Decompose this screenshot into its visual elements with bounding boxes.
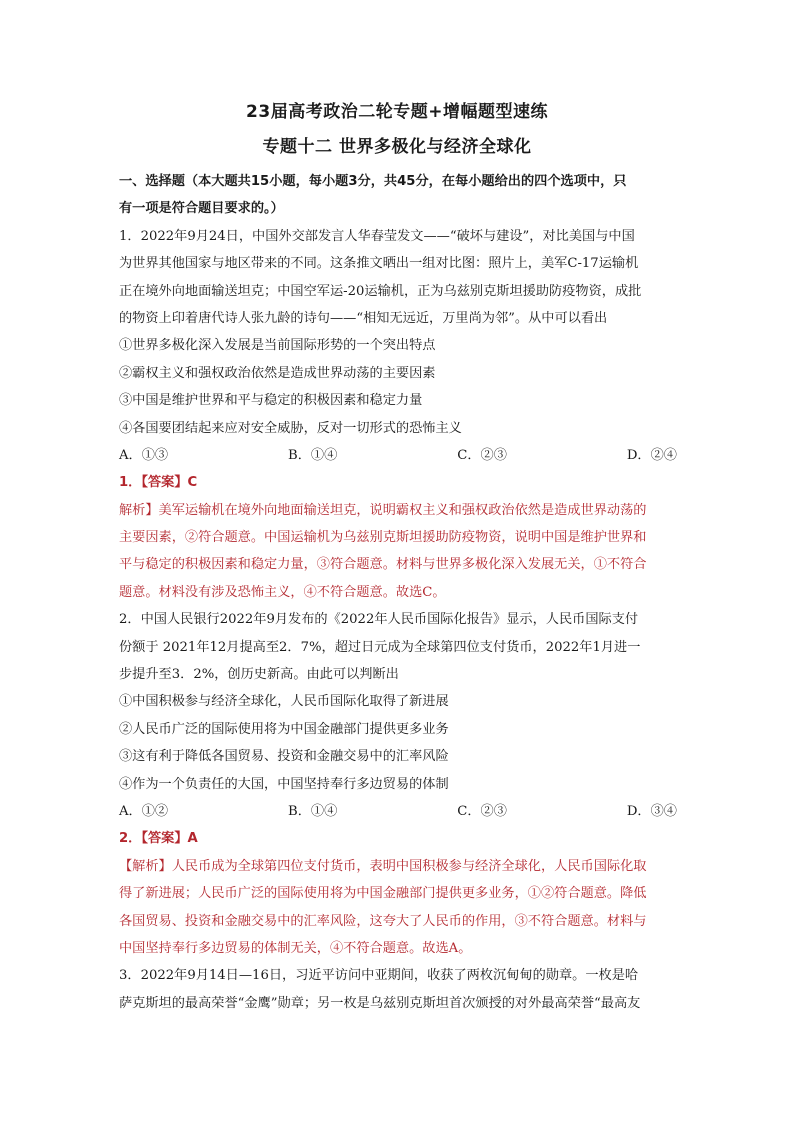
analysis-line: 主要因素，②符合题意。中国运输机为乌兹别克斯坦援助防疫物资，说明中国是维护世界和: [119, 530, 647, 546]
analysis-line: 题意。材料没有涉及恐怖主义，④不符合题意。故选C。: [119, 584, 446, 600]
statement-item: ④作为一个负责任的大国，中国坚持奉行多边贸易的体制: [119, 776, 449, 792]
question-1: [119, 223, 679, 606]
question-3: [119, 962, 679, 1017]
analysis-line: 解析】美军运输机在境外向地面输送坦克，说明霸权主义和强权政治依然是造成世界动荡的: [119, 502, 647, 518]
question-stem-line: 2．中国人民银行2022年9月发布的《2022年人民币国际化报告》显示，人民币国际支付: [119, 612, 639, 628]
document-subtitle: 专题十二 世界多极化与经济全球化: [262, 137, 532, 157]
statement-item: ②霸权主义和强权政治依然是造成世界动荡的主要因素: [119, 365, 436, 381]
analysis-line: 各国贸易、投资和金融交易中的汇率风险，这夸大了人民币的作用，③不符合题意。材料与: [119, 913, 647, 929]
option-a: A．①③: [119, 447, 169, 463]
answer-options: [119, 798, 679, 825]
question-stem-line: 份额于 2021年12月提高至2．7%，超过日元成为全球第四位支付货币，2022年1月进一: [119, 639, 641, 655]
analysis-line: 得了新进展；人民币广泛的国际使用将为中国金融部门提供更多业务，①②符合题意。降低: [119, 886, 647, 902]
statement-item: ③中国是维护世界和平与稳定的积极因素和稳定力量: [119, 393, 423, 409]
option-b: B．①④: [288, 447, 338, 463]
section-header-line: 一、选择题（本大题共15小题，每小题3分，共45分，在每小题给出的四个选项中，只: [119, 174, 627, 189]
question-stem-line: 为世界其他国家与地区带来的不同。这条推文晒出一组对比图：照片上，美军C-17运输机: [119, 256, 639, 272]
option-a: A．①②: [119, 803, 169, 819]
option-c: C．②③: [457, 803, 507, 819]
statement-item: ①中国积极参与经济全球化，人民币国际化取得了新进展: [119, 694, 449, 710]
statement-item: ③这有利于降低各国贸易、投资和金融交易中的汇率风险: [119, 749, 449, 765]
option-d: D．③④: [626, 803, 677, 819]
analysis-line: 【解析】人民币成为全球第四位支付货币，表明中国积极参与经济全球化，人民币国际化取: [119, 858, 647, 874]
answer-key: 1．【答案】C: [119, 475, 198, 491]
analysis-line: 中国坚持奉行多边贸易的体制无关，④不符合题意。故选A。: [119, 940, 472, 956]
answer-key: 2．【答案】A: [119, 831, 198, 847]
question-stem-line: 3．2022年9月14日—16日，习近平访问中亚期间，收获了两枚沉甸甸的勋章。一枚是哈: [119, 968, 639, 984]
question-stem-line: 萨克斯坦的最高荣誉“金鹰”勋章；另一枚是乌兹别克斯坦首次颁授的对外最高荣誉“最高友: [119, 995, 641, 1011]
question-2: [119, 606, 679, 962]
option-d: D．②④: [626, 447, 677, 463]
option-b: B．①④: [288, 803, 338, 819]
option-c: C．②③: [457, 447, 507, 463]
question-stem-line: 1．2022年9月24日，中国外交部发言人华春莹发文——“破坏与建设”，对比美国与中国: [119, 228, 635, 244]
statement-item: ②人民币广泛的国际使用将为中国金融部门提供更多业务: [119, 721, 449, 737]
statement-item: ④各国要团结起来应对安全威胁，反对一切形式的恐怖主义: [119, 420, 462, 436]
statement-item: ①世界多极化深入发展是当前国际形势的一个突出特点: [119, 338, 436, 354]
document-title: 23届高考政治二轮专题+增幅题型速练: [246, 102, 548, 122]
analysis-line: 平与稳定的积极因素和稳定力量，③符合题意。材料与世界多极化深入发展无关，①不符合: [119, 557, 647, 573]
document-body: [119, 168, 679, 1017]
question-stem-line: 步提升至3．2%，创历史新高。由此可以判断出: [119, 667, 399, 683]
question-stem-line: 正在境外向地面输送坦克；中国空军运-20运输机，正为乌兹别克斯坦援助防疫物资，成批: [119, 283, 642, 299]
question-stem-line: 的物资上印着唐代诗人张九龄的诗句——“相知无远近，万里尚为邻”。从中可以看出: [119, 310, 608, 326]
answer-options: [119, 442, 679, 469]
section-header-line: 有一项是符合题目要求的。）: [119, 201, 284, 217]
